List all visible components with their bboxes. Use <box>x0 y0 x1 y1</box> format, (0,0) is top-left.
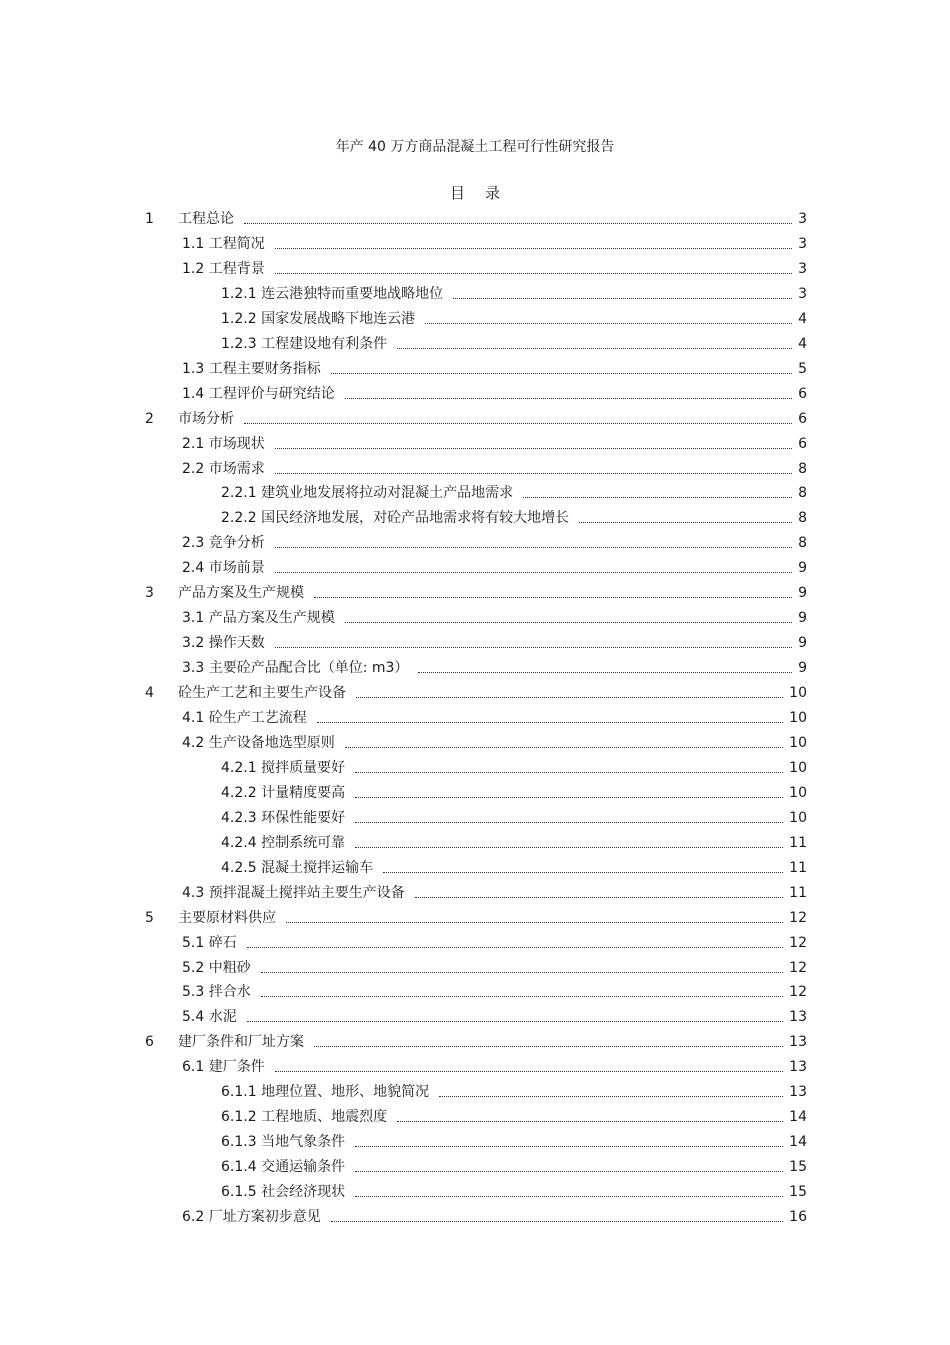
toc-leader-dots <box>275 272 792 274</box>
toc-page-number: 11 <box>789 859 807 876</box>
toc-entry[interactable] <box>182 607 807 627</box>
toc-page-number: 15 <box>789 1184 807 1201</box>
toc-page-number: 4 <box>798 310 807 327</box>
toc-entry-label: 3.1 产品方案及生产规模 <box>182 610 335 627</box>
toc-entry-label: 6.2 厂址方案初步意见 <box>182 1209 321 1225</box>
toc-leader-dots <box>397 347 792 349</box>
toc-entry-label: 6.1 建厂条件 <box>182 1059 265 1076</box>
toc-leader-dots <box>439 1095 783 1097</box>
toc-leader-dots <box>247 946 783 948</box>
toc-leader-dots <box>397 1120 783 1122</box>
toc-page-number: 4 <box>798 335 807 352</box>
toc-page-number: 16 <box>789 1209 807 1225</box>
toc-entry-label: 6.1.1 地理位置、地形、地貌简况 <box>221 1084 430 1101</box>
toc-leader-dots <box>355 771 783 773</box>
toc-entry-label: 砼生产工艺和主要生产设备 <box>178 685 346 702</box>
toc-page-number: 12 <box>789 984 807 1001</box>
toc-entry-label: 6.1.5 社会经济现状 <box>221 1184 346 1201</box>
toc-page-number: 11 <box>789 834 807 851</box>
toc-entry-label: 2.2 市场需求 <box>182 460 265 477</box>
toc-entry-label: 1.1 工程简况 <box>182 235 265 252</box>
toc-page-number: 13 <box>789 1009 807 1026</box>
toc-leader-dots <box>345 397 792 399</box>
toc-page-number: 8 <box>798 510 807 527</box>
toc-page-number: 6 <box>798 385 807 402</box>
toc-page-number: 12 <box>789 934 807 951</box>
toc-page-number: 15 <box>789 1159 807 1176</box>
toc-entry[interactable] <box>182 882 807 902</box>
toc-leader-dots <box>453 297 792 299</box>
toc-page-number: 3 <box>798 285 807 302</box>
toc-entry[interactable] <box>145 208 807 228</box>
toc-page-number: 12 <box>789 959 807 976</box>
toc-entry-label: 产品方案及生产规模 <box>178 585 304 602</box>
toc-entry[interactable] <box>182 258 807 278</box>
toc-entry-label: 1.2.2 国家发展战略下地连云港 <box>221 310 416 327</box>
toc-chapter-number: 3 <box>145 585 154 602</box>
toc-leader-dots <box>355 846 783 848</box>
toc-chapter-number: 4 <box>145 685 154 702</box>
toc-page-number: 14 <box>789 1109 807 1126</box>
toc-page-number: 8 <box>798 485 807 502</box>
toc-entry-label: 建厂条件和厂址方案 <box>178 1034 304 1051</box>
toc-entry[interactable] <box>182 532 807 552</box>
toc-page-number: 6 <box>798 410 807 427</box>
toc-page-number: 9 <box>798 635 807 652</box>
toc-leader-dots <box>425 322 792 324</box>
toc-entry[interactable] <box>182 707 807 727</box>
toc-leader-dots <box>383 871 783 873</box>
toc-entry-label: 1.4 工程评价与研究结论 <box>182 385 335 402</box>
toc-page-number: 9 <box>798 585 807 602</box>
toc-page-number: 10 <box>789 759 807 776</box>
toc-entry[interactable] <box>182 932 807 952</box>
toc-entry[interactable] <box>221 507 807 527</box>
toc-page-number: 13 <box>789 1084 807 1101</box>
toc-entry[interactable] <box>221 782 807 802</box>
toc-page-number: 13 <box>789 1034 807 1051</box>
toc-chapter-number: 6 <box>145 1034 154 1051</box>
toc-entry[interactable] <box>221 757 807 777</box>
toc-entry-label: 5.4 水泥 <box>182 1009 237 1026</box>
toc-entry[interactable] <box>145 682 807 702</box>
toc-leader-dots <box>261 995 783 997</box>
toc-entry[interactable] <box>182 383 807 403</box>
toc-leader-dots <box>356 696 783 698</box>
toc-entry[interactable] <box>221 807 807 827</box>
toc-entry-label: 5.1 碎石 <box>182 934 237 951</box>
toc-entry-label: 工程总论 <box>178 211 234 227</box>
toc-entry-label: 5.3 拌合水 <box>182 984 251 1001</box>
toc-leader-dots <box>579 521 792 523</box>
toc-page-number: 3 <box>798 235 807 252</box>
toc-entry[interactable] <box>182 657 807 677</box>
toc-entry-label: 4.2.2 计量精度要高 <box>221 784 346 801</box>
toc-leader-dots <box>355 1170 783 1172</box>
toc-entry[interactable] <box>182 632 807 652</box>
toc-page-number: 10 <box>789 809 807 826</box>
toc-entry[interactable] <box>182 1056 807 1076</box>
toc-entry-label: 6.1.3 当地气象条件 <box>221 1134 346 1151</box>
toc-entry-label: 1.2.1 连云港独特而重要地战略地位 <box>221 285 444 302</box>
toc-leader-dots <box>275 447 792 449</box>
toc-entry[interactable] <box>182 981 807 1001</box>
toc-leader-dots <box>314 596 792 598</box>
toc-entry[interactable] <box>182 233 807 253</box>
toc-entry[interactable] <box>182 433 807 453</box>
toc-page-number: 9 <box>798 660 807 677</box>
toc-chapter-number: 1 <box>145 211 154 227</box>
toc-entry[interactable] <box>182 557 807 577</box>
toc-entry-label: 4.1 砼生产工艺流程 <box>182 710 307 726</box>
toc-entry[interactable] <box>221 333 807 353</box>
toc-entry-label: 2.1 市场现状 <box>182 435 265 452</box>
toc-page-number: 9 <box>798 610 807 627</box>
toc-entry[interactable] <box>221 1181 807 1201</box>
toc-page-number: 8 <box>798 535 807 552</box>
toc-entry-label: 3.2 操作天数 <box>182 635 265 652</box>
toc-entry-label: 3.3 主要砼产品配合比（单位: m3） <box>182 660 409 677</box>
toc-leader-dots <box>355 796 783 798</box>
toc-leader-dots <box>261 971 783 973</box>
toc-page-number: 12 <box>789 909 807 926</box>
toc-entry[interactable] <box>221 857 807 877</box>
toc-page-number: 9 <box>798 560 807 577</box>
toc-entry-label: 市场分析 <box>178 410 234 427</box>
toc-entry-label: 5.2 中粗砂 <box>182 959 251 976</box>
toc-leader-dots <box>345 746 783 748</box>
toc-entry-label: 2.2.1 建筑业地发展将拉动对混凝土产品地需求 <box>221 485 514 502</box>
toc-entry[interactable] <box>145 907 807 927</box>
toc-leader-dots <box>275 1070 783 1072</box>
toc-entry[interactable] <box>221 283 807 303</box>
toc-entry[interactable] <box>221 1081 807 1101</box>
toc-leader-dots <box>244 222 792 224</box>
toc-leader-dots <box>345 621 792 623</box>
toc-entry[interactable] <box>182 1206 807 1226</box>
toc-entry-label: 4.2 生产设备地选型原则 <box>182 734 335 751</box>
toc-leader-dots <box>275 646 792 648</box>
toc-leader-dots <box>418 671 792 673</box>
toc-entry[interactable] <box>182 358 807 378</box>
toc-page-number: 6 <box>798 435 807 452</box>
toc-entry[interactable] <box>145 582 807 602</box>
toc-entry-label: 4.2.5 混凝土搅拌运输车 <box>221 859 374 876</box>
toc-entry[interactable] <box>182 1006 807 1026</box>
toc-entry-label: 1.2.3 工程建设地有利条件 <box>221 335 388 352</box>
toc-page-number: 14 <box>789 1134 807 1151</box>
toc-page-number: 10 <box>789 685 807 702</box>
toc-leader-dots <box>355 1195 783 1197</box>
toc-chapter-number: 2 <box>145 410 154 427</box>
toc-entry[interactable] <box>221 1106 807 1126</box>
toc-leader-dots <box>415 896 783 898</box>
toc-page-number: 10 <box>789 784 807 801</box>
toc-entry[interactable] <box>145 408 807 428</box>
toc-entry-label: 4.3 预拌混凝土搅拌站主要生产设备 <box>182 884 405 901</box>
toc-chapter-number: 5 <box>145 909 154 926</box>
toc-entry[interactable] <box>221 482 807 502</box>
toc-page-number: 3 <box>798 260 807 277</box>
toc-leader-dots <box>317 721 783 723</box>
toc-entry-label: 6.1.4 交通运输条件 <box>221 1159 346 1176</box>
toc-page-number: 11 <box>789 884 807 901</box>
toc-leader-dots <box>331 1220 783 1222</box>
toc-entry[interactable] <box>182 732 807 752</box>
toc-leader-dots <box>314 1045 783 1047</box>
toc-entry[interactable] <box>221 1131 807 1151</box>
toc-entry[interactable] <box>221 1156 807 1176</box>
document-title: 年产 40 万方商品混凝土工程可行性研究报告 <box>335 139 615 155</box>
toc-leader-dots <box>331 372 792 374</box>
toc-leader-dots <box>247 1020 783 1022</box>
toc-entry[interactable] <box>221 832 807 852</box>
toc-leader-dots <box>244 422 792 424</box>
toc-leader-dots <box>523 496 792 498</box>
toc-entry[interactable] <box>221 308 807 328</box>
toc-leader-dots <box>275 472 792 474</box>
toc-page-number: 10 <box>789 734 807 751</box>
toc-entry[interactable] <box>145 1031 807 1051</box>
toc-page-number: 13 <box>789 1059 807 1076</box>
toc-entry-label: 1.2 工程背景 <box>182 260 265 277</box>
toc-entry-label: 6.1.2 工程地质、地震烈度 <box>221 1109 388 1126</box>
toc-leader-dots <box>275 247 792 249</box>
toc-entry-label: 4.2.1 搅拌质量要好 <box>221 759 346 776</box>
toc-page-number: 10 <box>789 710 807 726</box>
toc-entry-label: 1.3 工程主要财务指标 <box>182 360 321 377</box>
toc-leader-dots <box>355 1145 783 1147</box>
toc-leader-dots <box>286 921 783 923</box>
toc-leader-dots <box>355 821 783 823</box>
toc-entry-label: 4.2.3 环保性能要好 <box>221 809 346 826</box>
toc-entry-label: 2.4 市场前景 <box>182 560 265 577</box>
toc-leader-dots <box>275 546 792 548</box>
toc-entry-label: 2.2.2 国民经济地发展，对砼产品地需求将有较大地增长 <box>221 510 570 527</box>
toc-leader-dots <box>275 571 792 573</box>
toc-entry[interactable] <box>182 458 807 478</box>
toc-page-number: 3 <box>798 211 807 227</box>
toc-entry-label: 主要原材料供应 <box>178 909 276 926</box>
toc-heading: 目录 <box>449 184 520 202</box>
toc-entry[interactable] <box>182 957 807 977</box>
toc-entry-label: 4.2.4 控制系统可靠 <box>221 834 346 851</box>
toc-entry-label: 2.3 竞争分析 <box>182 535 265 552</box>
toc-page-number: 5 <box>798 360 807 377</box>
toc-page-number: 8 <box>798 460 807 477</box>
